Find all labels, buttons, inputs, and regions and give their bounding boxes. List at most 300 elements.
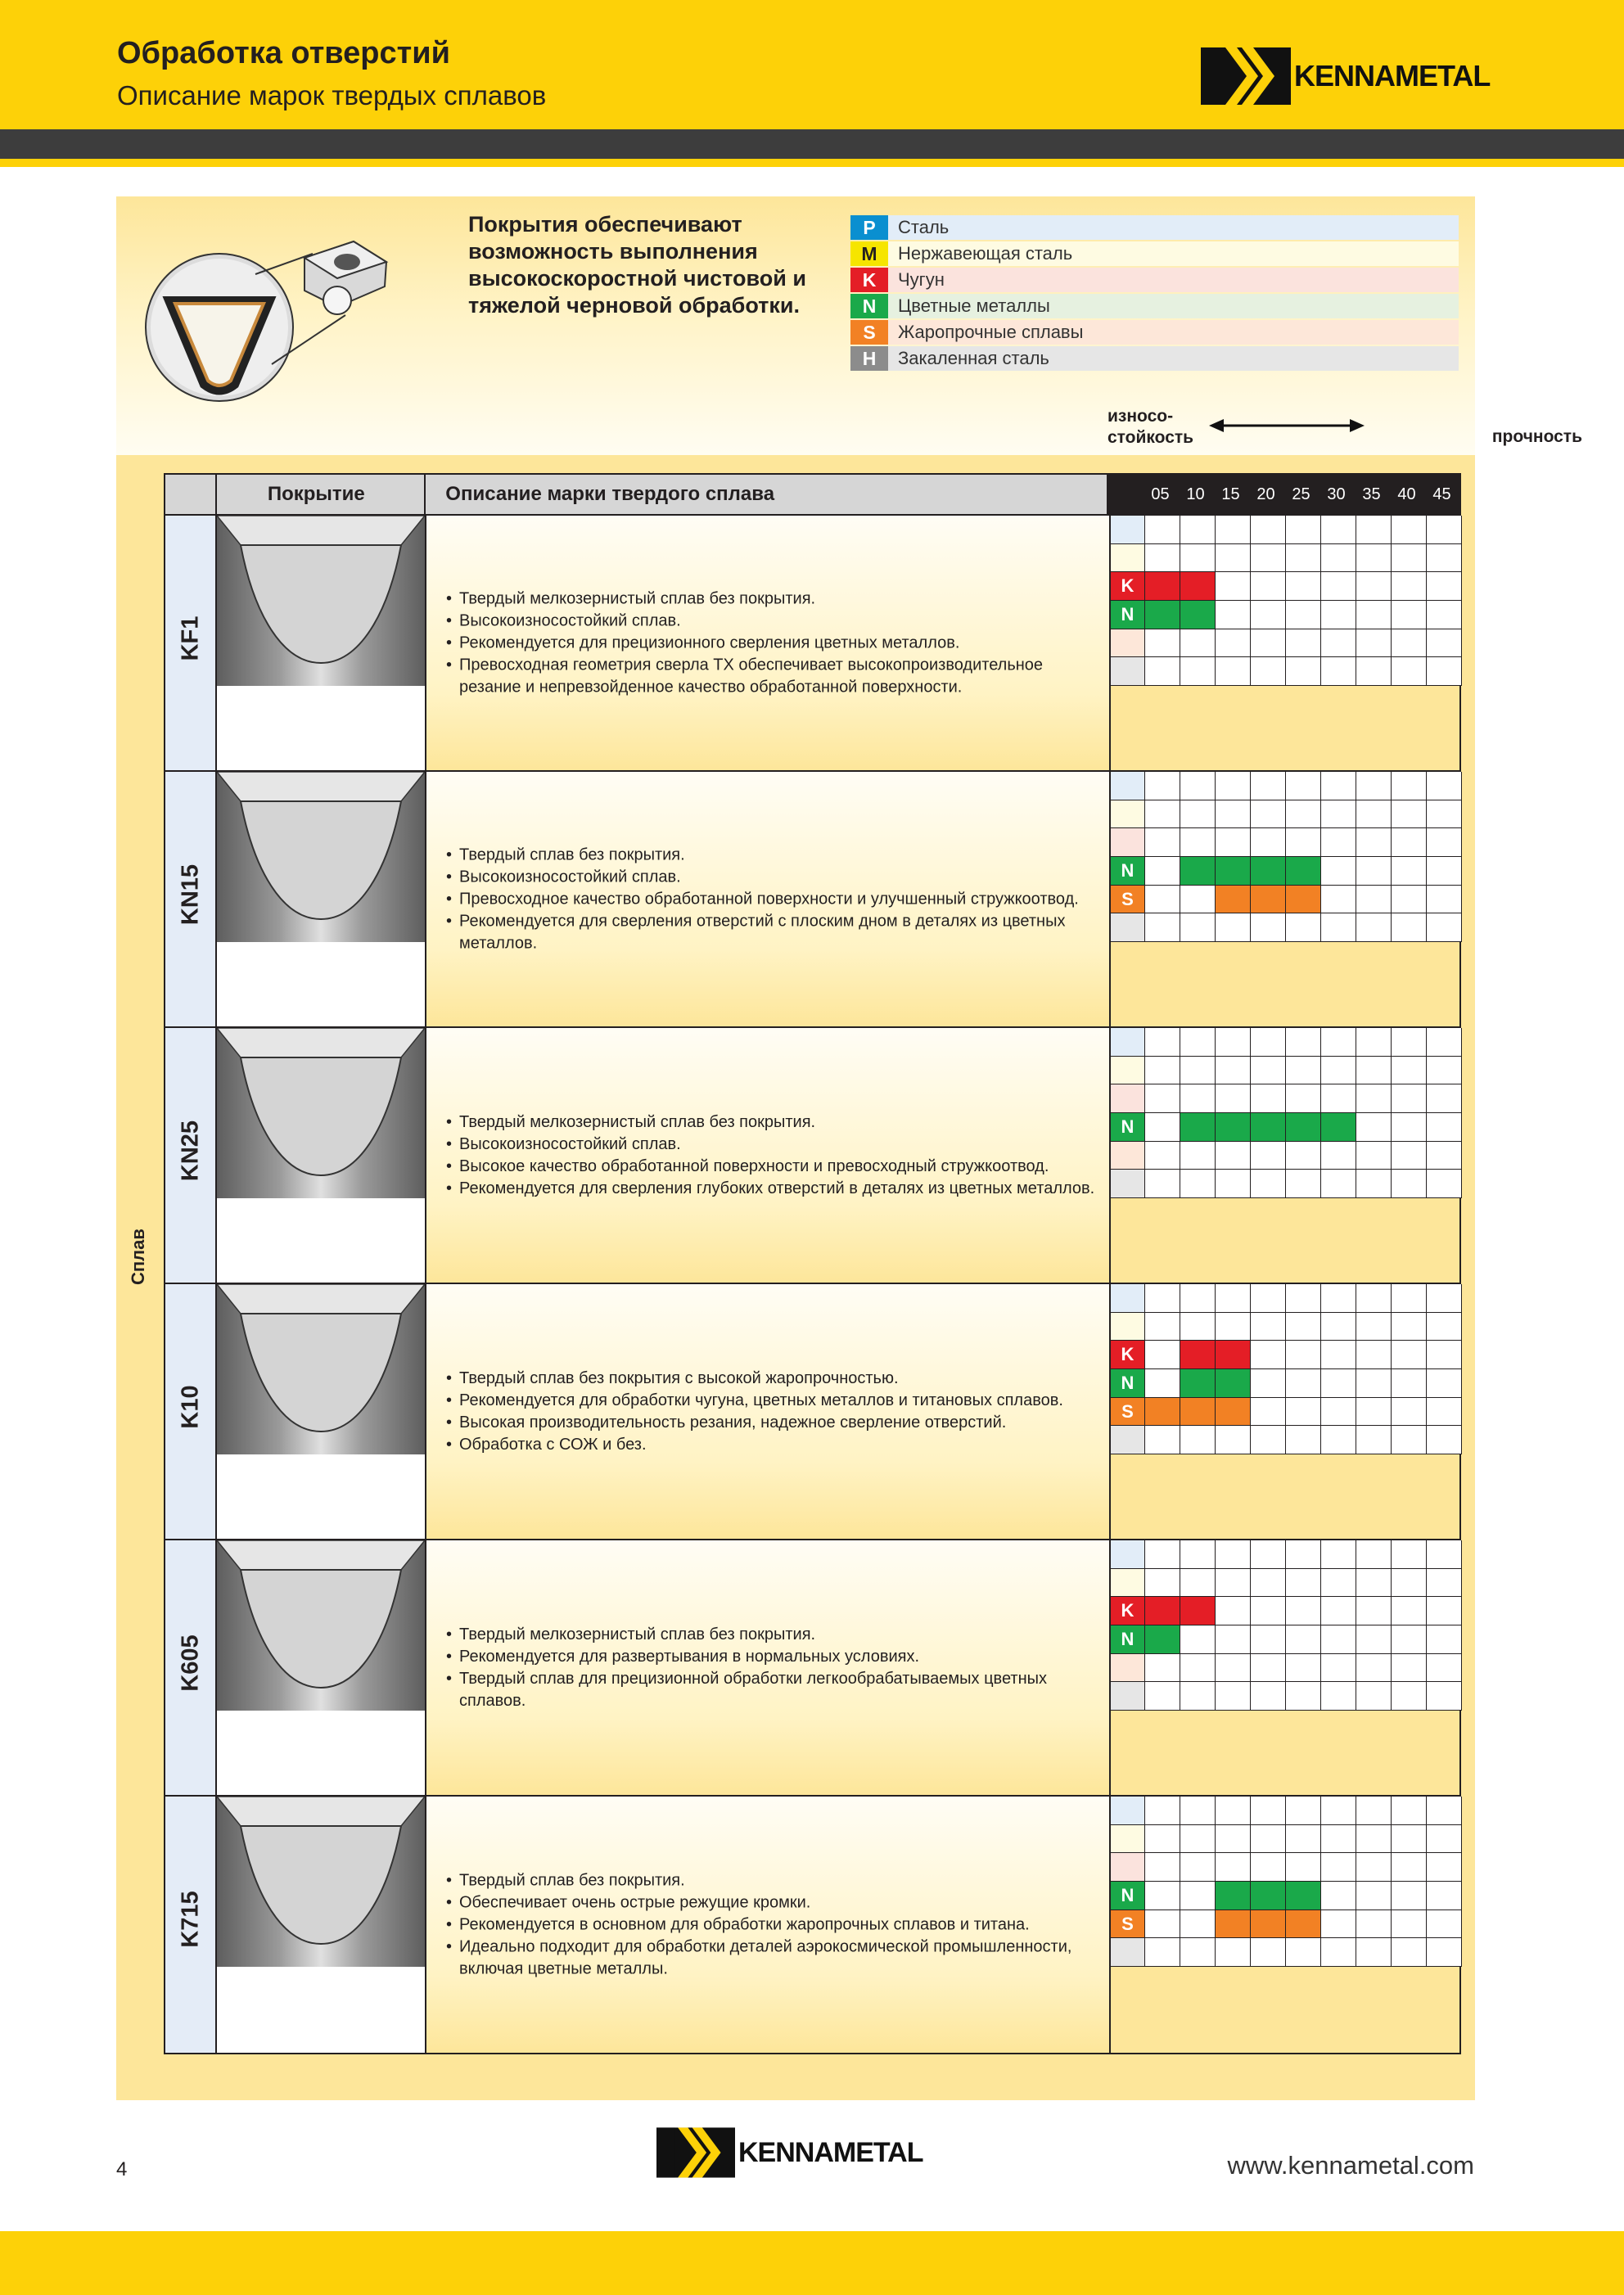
range-cell bbox=[1251, 516, 1286, 544]
range-cell bbox=[1392, 601, 1427, 629]
grade-bullet: • Высокоизносостойкий сплав. bbox=[446, 866, 1101, 888]
range-cell bbox=[1180, 1882, 1216, 1910]
drill-point-icon bbox=[217, 1797, 425, 1967]
range-cell bbox=[1180, 1028, 1216, 1057]
header-yellow-strip bbox=[0, 159, 1624, 167]
grade-name-cell bbox=[165, 772, 217, 1026]
range-cell bbox=[1427, 1398, 1462, 1427]
range-cell bbox=[1321, 828, 1356, 857]
range-cell bbox=[1180, 857, 1216, 886]
range-cell bbox=[1321, 886, 1356, 914]
grid-row-k bbox=[1111, 1597, 1462, 1625]
grid-row-k bbox=[1111, 1341, 1462, 1369]
grid-row-m bbox=[1111, 1313, 1462, 1341]
range-cell bbox=[1321, 1426, 1356, 1454]
double-arrow-icon bbox=[1209, 416, 1365, 435]
range-cell bbox=[1321, 601, 1356, 629]
range-cell bbox=[1216, 1797, 1251, 1825]
range-cell bbox=[1145, 1284, 1180, 1313]
grid-row-s bbox=[1111, 629, 1462, 658]
range-cell bbox=[1180, 1057, 1216, 1085]
range-cell bbox=[1356, 1540, 1392, 1569]
range-cell bbox=[1392, 1540, 1427, 1569]
range-cell bbox=[1427, 1938, 1462, 1967]
grade-name-cell bbox=[165, 1028, 217, 1283]
coating-image-cell bbox=[217, 1797, 426, 2053]
page-header bbox=[0, 0, 1624, 129]
range-cell bbox=[1286, 516, 1321, 544]
range-cell bbox=[1145, 1938, 1180, 1967]
range-cell bbox=[1216, 629, 1251, 658]
range-cell bbox=[1427, 886, 1462, 914]
range-cell bbox=[1427, 544, 1462, 573]
range-cell bbox=[1321, 1569, 1356, 1598]
grade-bullet-list bbox=[446, 844, 1101, 954]
grid-row-h bbox=[1111, 1938, 1462, 1967]
grade-bullet-list bbox=[446, 1869, 1101, 1980]
grid-row-h bbox=[1111, 1426, 1462, 1454]
grid-row-s bbox=[1111, 1654, 1462, 1683]
range-cell bbox=[1251, 657, 1286, 686]
range-cell bbox=[1392, 1938, 1427, 1967]
grid-row-p bbox=[1111, 1540, 1462, 1569]
iso-letter-badge: K bbox=[1111, 1597, 1145, 1625]
range-cell bbox=[1392, 629, 1427, 658]
application-range-cell bbox=[1111, 772, 1459, 1026]
range-cell bbox=[1321, 1910, 1356, 1939]
grades-table bbox=[164, 473, 1461, 2054]
wear-toughness-scale bbox=[1107, 406, 1582, 455]
range-cell bbox=[1180, 572, 1216, 601]
range-cell bbox=[1392, 516, 1427, 544]
range-cell bbox=[1321, 544, 1356, 573]
footer-band bbox=[0, 2231, 1624, 2295]
range-cell bbox=[1356, 1113, 1392, 1142]
kennametal-logo bbox=[1201, 47, 1490, 105]
range-cell bbox=[1145, 1682, 1180, 1711]
range-cell bbox=[1180, 1540, 1216, 1569]
range-cell bbox=[1251, 1426, 1286, 1454]
range-cell bbox=[1356, 1938, 1392, 1967]
range-cell bbox=[1251, 886, 1286, 914]
header-dark-band bbox=[0, 129, 1624, 159]
grade-bullet: • Обеспечивает очень острые режущие кромки. bbox=[446, 1891, 1101, 1914]
range-cell bbox=[1216, 828, 1251, 857]
grade-bullet: • Высокоизносостойкий сплав. bbox=[446, 610, 1101, 632]
range-cell bbox=[1356, 857, 1392, 886]
range-cell bbox=[1286, 657, 1321, 686]
iso-letter-badge: S bbox=[1111, 886, 1145, 914]
grade-bullet: • Рекомендуется для сверления глубоких отверстий в деталях из цветных металлов. bbox=[446, 1178, 1101, 1200]
range-cell bbox=[1392, 572, 1427, 601]
grade-row-kn25 bbox=[165, 1028, 1459, 1284]
range-cell bbox=[1286, 857, 1321, 886]
range-cell bbox=[1427, 1057, 1462, 1085]
scale-tick-label: 05 bbox=[1151, 485, 1170, 503]
range-cell bbox=[1286, 1084, 1321, 1113]
range-cell bbox=[1427, 657, 1462, 686]
range-cell bbox=[1392, 1825, 1427, 1854]
range-cell bbox=[1356, 772, 1392, 800]
range-cell bbox=[1392, 1084, 1427, 1113]
range-cell bbox=[1392, 1313, 1427, 1341]
range-cell bbox=[1427, 1682, 1462, 1711]
grade-row-k715 bbox=[165, 1797, 1459, 2053]
grade-name: KN15 bbox=[177, 863, 203, 926]
range-cell bbox=[1251, 1028, 1286, 1057]
iso-letter-badge: N bbox=[1111, 1113, 1145, 1142]
range-cell bbox=[1356, 828, 1392, 857]
grade-bullet: • Рекомендуется для прецизионного сверления цветных металлов. bbox=[446, 632, 1101, 654]
range-cell bbox=[1180, 1170, 1216, 1198]
website-link[interactable]: www.kennametal.com bbox=[1227, 2151, 1474, 2180]
range-cell bbox=[1356, 1910, 1392, 1939]
range-cell bbox=[1251, 1654, 1286, 1683]
range-cell bbox=[1180, 1426, 1216, 1454]
range-cell bbox=[1356, 1170, 1392, 1198]
range-cell bbox=[1286, 1170, 1321, 1198]
range-cell bbox=[1216, 544, 1251, 573]
range-cell bbox=[1145, 544, 1180, 573]
range-cell bbox=[1356, 572, 1392, 601]
range-cell bbox=[1145, 629, 1180, 658]
range-cell bbox=[1321, 800, 1356, 829]
grade-bullet: • Рекомендуется в основном для обработки жаропрочных сплавов и титана. bbox=[446, 1914, 1101, 1936]
iso-letter-badge: N bbox=[850, 294, 888, 318]
range-cell bbox=[1180, 828, 1216, 857]
coating-image-cell bbox=[217, 516, 426, 770]
range-cell bbox=[1251, 1313, 1286, 1341]
iso-letter-badge: K bbox=[1111, 1341, 1145, 1369]
range-cell bbox=[1321, 1057, 1356, 1085]
range-cell bbox=[1321, 1938, 1356, 1967]
iso-letter-badge: S bbox=[1111, 1910, 1145, 1939]
scale-tick-label: 20 bbox=[1256, 485, 1275, 503]
range-cell bbox=[1216, 800, 1251, 829]
range-cell bbox=[1392, 1569, 1427, 1598]
application-range-cell bbox=[1111, 1284, 1459, 1539]
range-cell bbox=[1356, 1284, 1392, 1313]
range-cell bbox=[1286, 1825, 1321, 1854]
range-cell bbox=[1145, 1654, 1180, 1683]
range-cell bbox=[1216, 772, 1251, 800]
range-cell bbox=[1286, 1797, 1321, 1825]
grid-row-m bbox=[1111, 1057, 1462, 1085]
range-cell bbox=[1216, 657, 1251, 686]
grade-bullet: • Твердый сплав без покрытия. bbox=[446, 1869, 1101, 1891]
range-cell bbox=[1145, 1426, 1180, 1454]
range-cell bbox=[1427, 1625, 1462, 1654]
range-cell bbox=[1286, 1369, 1321, 1398]
iso-legend-row-k bbox=[850, 267, 1459, 293]
range-cell bbox=[1356, 1825, 1392, 1854]
range-cell bbox=[1145, 1569, 1180, 1598]
range-cell bbox=[1286, 1284, 1321, 1313]
intro-text: Покрытия обеспечивают возможность выполнения высокоскоростной чистовой и тяжелой черновой обработки. bbox=[468, 212, 806, 318]
range-cell bbox=[1321, 1028, 1356, 1057]
range-cell bbox=[1427, 828, 1462, 857]
grade-bullet: • Идеально подходит для обработки деталей аэрокосмической промышленности, включая цветные металлы. bbox=[446, 1936, 1101, 1980]
range-cell bbox=[1427, 1654, 1462, 1683]
iso-empty-badge bbox=[1111, 1313, 1145, 1341]
grid-row-n bbox=[1111, 1882, 1462, 1910]
range-cell bbox=[1251, 1540, 1286, 1569]
range-cell bbox=[1251, 1398, 1286, 1427]
grade-bullet: • Превосходное качество обработанной поверхности и улучшенный стружкоотвод. bbox=[446, 888, 1101, 910]
kennametal-k-icon bbox=[1201, 47, 1291, 105]
range-cell bbox=[1321, 1113, 1356, 1142]
iso-letter-badge: P bbox=[850, 215, 888, 240]
grade-name: KN25 bbox=[177, 1120, 203, 1182]
iso-empty-badge bbox=[1111, 1426, 1145, 1454]
range-cell bbox=[1286, 1313, 1321, 1341]
range-cell bbox=[1392, 1284, 1427, 1313]
drill-point-icon bbox=[217, 1540, 425, 1711]
range-cell bbox=[1180, 1369, 1216, 1398]
range-cell bbox=[1251, 629, 1286, 658]
range-cell bbox=[1286, 800, 1321, 829]
range-cell bbox=[1356, 913, 1392, 942]
range-cell bbox=[1321, 1625, 1356, 1654]
range-cell bbox=[1216, 516, 1251, 544]
iso-legend-row-h bbox=[850, 345, 1459, 372]
scale-tick-label: 25 bbox=[1292, 485, 1310, 503]
range-cell bbox=[1392, 1170, 1427, 1198]
scale-tick-label: 10 bbox=[1186, 485, 1205, 503]
range-cell bbox=[1321, 1313, 1356, 1341]
iso-letter-badge: K bbox=[850, 268, 888, 292]
range-cell bbox=[1392, 1682, 1427, 1711]
toughness-label: прочность bbox=[1491, 427, 1582, 446]
range-cell bbox=[1180, 1113, 1216, 1142]
range-cell bbox=[1356, 1625, 1392, 1654]
range-cell bbox=[1356, 1682, 1392, 1711]
range-cell bbox=[1216, 1882, 1251, 1910]
range-cell bbox=[1180, 1142, 1216, 1170]
range-cell bbox=[1286, 1938, 1321, 1967]
iso-empty-badge bbox=[1111, 657, 1145, 686]
grade-description-cell bbox=[426, 1028, 1111, 1283]
grid-row-p bbox=[1111, 772, 1462, 800]
iso-letter-badge: N bbox=[1111, 857, 1145, 886]
range-cell bbox=[1321, 857, 1356, 886]
grade-name: K715 bbox=[177, 1891, 203, 1948]
range-cell bbox=[1286, 544, 1321, 573]
iso-empty-badge bbox=[1111, 1938, 1145, 1967]
grade-row-k10 bbox=[165, 1284, 1459, 1540]
coating-image-cell bbox=[217, 1540, 426, 1795]
grade-bullet: • Твердый сплав для прецизионной обработки легкообрабатываемых цветных сплавов. bbox=[446, 1668, 1101, 1712]
range-cell bbox=[1321, 1341, 1356, 1369]
range-cell bbox=[1286, 1113, 1321, 1142]
grade-bullet-list bbox=[446, 1111, 1101, 1200]
range-cell bbox=[1216, 1910, 1251, 1939]
grid-row-m bbox=[1111, 1825, 1462, 1854]
range-cell bbox=[1180, 601, 1216, 629]
application-range-cell bbox=[1111, 516, 1459, 770]
range-cell bbox=[1321, 629, 1356, 658]
grade-bullet: • Твердый мелкозернистый сплав без покрытия. bbox=[446, 1624, 1101, 1646]
logo-wordmark: KENNAMETAL bbox=[1294, 59, 1491, 92]
range-cell bbox=[1356, 1654, 1392, 1683]
range-cell bbox=[1251, 1284, 1286, 1313]
range-cell bbox=[1145, 657, 1180, 686]
range-cell bbox=[1251, 828, 1286, 857]
range-cell bbox=[1180, 772, 1216, 800]
range-cell bbox=[1145, 1341, 1180, 1369]
range-cell bbox=[1321, 772, 1356, 800]
range-cell bbox=[1251, 544, 1286, 573]
range-cell bbox=[1286, 1569, 1321, 1598]
range-cell bbox=[1180, 629, 1216, 658]
iso-legend-row-p bbox=[850, 214, 1459, 241]
grid-row-k bbox=[1111, 828, 1462, 857]
range-cell bbox=[1216, 1057, 1251, 1085]
range-cell bbox=[1145, 1540, 1180, 1569]
range-cell bbox=[1251, 1682, 1286, 1711]
grid-row-s bbox=[1111, 1910, 1462, 1939]
grid-row-s bbox=[1111, 1398, 1462, 1427]
footer-logo-wordmark: KENNAMETAL bbox=[738, 2136, 923, 2168]
range-cell bbox=[1356, 1369, 1392, 1398]
range-cell bbox=[1180, 1654, 1216, 1683]
range-cell bbox=[1392, 1113, 1427, 1142]
range-cell bbox=[1216, 1028, 1251, 1057]
range-cell bbox=[1251, 800, 1286, 829]
range-cell bbox=[1216, 601, 1251, 629]
iso-letter-badge: S bbox=[1111, 1398, 1145, 1427]
range-cell bbox=[1216, 1284, 1251, 1313]
scale-tick-label: 15 bbox=[1221, 485, 1240, 503]
range-cell bbox=[1180, 1341, 1216, 1369]
range-cell bbox=[1145, 1625, 1180, 1654]
grid-row-p bbox=[1111, 1028, 1462, 1057]
grade-name-cell bbox=[165, 1540, 217, 1795]
application-grid bbox=[1111, 1028, 1462, 1198]
range-cell bbox=[1180, 1284, 1216, 1313]
range-cell bbox=[1356, 1028, 1392, 1057]
range-cell bbox=[1251, 857, 1286, 886]
iso-empty-badge bbox=[1111, 629, 1145, 658]
grade-name: K605 bbox=[177, 1634, 203, 1692]
range-cell bbox=[1145, 857, 1180, 886]
iso-empty-badge bbox=[1111, 544, 1145, 573]
range-cell bbox=[1392, 886, 1427, 914]
range-cell bbox=[1145, 886, 1180, 914]
range-cell bbox=[1321, 572, 1356, 601]
grid-row-k bbox=[1111, 1084, 1462, 1113]
application-grid bbox=[1111, 1540, 1462, 1711]
range-cell bbox=[1321, 1142, 1356, 1170]
range-cell bbox=[1145, 1028, 1180, 1057]
iso-empty-badge bbox=[1111, 516, 1145, 544]
range-cell bbox=[1356, 544, 1392, 573]
range-cell bbox=[1286, 1910, 1321, 1939]
drill-point-icon bbox=[217, 1284, 425, 1454]
range-cell bbox=[1286, 1597, 1321, 1625]
range-cell bbox=[1321, 1825, 1356, 1854]
grade-bullet: • Высокая производительность резания, надежное сверление отверстий. bbox=[446, 1412, 1101, 1434]
range-cell bbox=[1145, 1882, 1180, 1910]
range-cell bbox=[1427, 1797, 1462, 1825]
range-cell bbox=[1216, 1569, 1251, 1598]
range-cell bbox=[1145, 1369, 1180, 1398]
range-cell bbox=[1286, 1625, 1321, 1654]
range-cell bbox=[1356, 516, 1392, 544]
application-grid bbox=[1111, 1797, 1462, 1967]
range-cell bbox=[1216, 1113, 1251, 1142]
range-cell bbox=[1180, 1853, 1216, 1882]
iso-empty-badge bbox=[1111, 1654, 1145, 1683]
range-cell bbox=[1392, 1910, 1427, 1939]
range-cell bbox=[1286, 913, 1321, 942]
grade-bullet: • Твердый сплав без покрытия с высокой жаропрочностью. bbox=[446, 1368, 1101, 1390]
grid-row-s bbox=[1111, 1142, 1462, 1170]
range-cell bbox=[1286, 1142, 1321, 1170]
range-cell bbox=[1427, 1341, 1462, 1369]
range-cell bbox=[1392, 1057, 1427, 1085]
range-cell bbox=[1251, 601, 1286, 629]
iso-material-name: Закаленная сталь bbox=[888, 346, 1459, 371]
range-cell bbox=[1251, 1597, 1286, 1625]
scale-tick-label: 35 bbox=[1362, 485, 1381, 503]
range-cell bbox=[1356, 886, 1392, 914]
range-cell bbox=[1392, 1426, 1427, 1454]
range-cell bbox=[1356, 1057, 1392, 1085]
range-cell bbox=[1180, 1797, 1216, 1825]
range-cell bbox=[1392, 828, 1427, 857]
iso-empty-badge bbox=[1111, 800, 1145, 829]
alloy-side-label: Сплав bbox=[128, 1229, 148, 1285]
application-range-cell bbox=[1111, 1540, 1459, 1795]
range-cell bbox=[1216, 1426, 1251, 1454]
coating-image-cell bbox=[217, 1284, 426, 1539]
range-cell bbox=[1145, 1142, 1180, 1170]
range-cell bbox=[1321, 1369, 1356, 1398]
range-cell bbox=[1286, 828, 1321, 857]
range-cell bbox=[1180, 913, 1216, 942]
iso-letter-badge: N bbox=[1111, 1882, 1145, 1910]
range-cell bbox=[1216, 886, 1251, 914]
range-cell bbox=[1427, 1597, 1462, 1625]
range-cell bbox=[1286, 629, 1321, 658]
range-cell bbox=[1180, 1938, 1216, 1967]
iso-material-name: Чугун bbox=[888, 268, 1459, 292]
range-cell bbox=[1321, 1540, 1356, 1569]
range-cell bbox=[1251, 1057, 1286, 1085]
range-cell bbox=[1427, 1426, 1462, 1454]
grade-bullet-list bbox=[446, 588, 1101, 698]
range-cell bbox=[1427, 857, 1462, 886]
range-cell bbox=[1286, 1057, 1321, 1085]
iso-empty-badge bbox=[1111, 1142, 1145, 1170]
iso-empty-badge bbox=[1111, 1284, 1145, 1313]
iso-legend-row-s bbox=[850, 319, 1459, 345]
range-cell bbox=[1321, 1398, 1356, 1427]
range-cell bbox=[1356, 1084, 1392, 1113]
range-cell bbox=[1286, 1341, 1321, 1369]
range-cell bbox=[1145, 1797, 1180, 1825]
iso-letter-badge: H bbox=[850, 346, 888, 371]
range-cell bbox=[1251, 1113, 1286, 1142]
coating-image-cell bbox=[217, 1028, 426, 1283]
range-cell bbox=[1392, 1142, 1427, 1170]
range-cell bbox=[1216, 1825, 1251, 1854]
iso-empty-badge bbox=[1111, 913, 1145, 942]
range-cell bbox=[1427, 1284, 1462, 1313]
range-cell bbox=[1286, 1654, 1321, 1683]
grid-row-m bbox=[1111, 544, 1462, 573]
